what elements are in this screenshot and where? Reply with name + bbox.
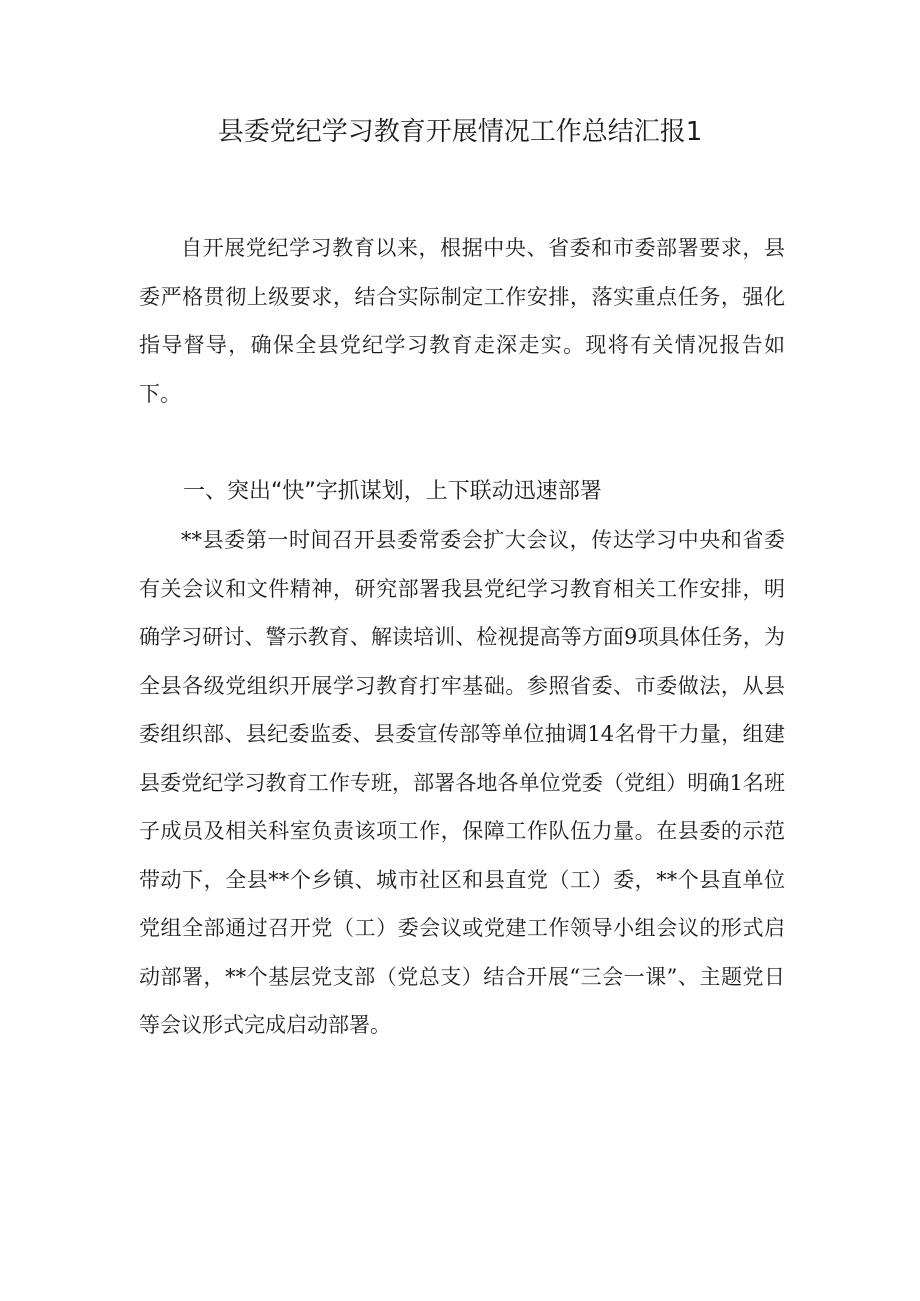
intro-paragraph: 自开展党纪学习教育以来，根据中央、省委和市委部署要求，县委严格贯彻上级要求，结合实际制定工作安排，落实重点任务，强化指导督导，确保全县党纪学习教育走深走实。现将有关情况报告如下。 [139,236,785,406]
section-1-body: **县委第一时间召开县委常委会扩大会议，传达学习中央和省委有关会议和文件精神，研究部署我县党纪学习教育相关工作安排，明确学习研讨、警示教育、解读培训、检视提高等方面9项具体任务，为全县各级党组织开展学习教育打牢基础。参照省委、市委做法，从县委组织部、县纪委监委、县委宣传部等单位抽调14名骨干力量，组建县委党纪学习教育工作专班，部署各地各单位党委（党组）明确1名班子成员及相关科室负责该项工作，保障工作队伍力量。在县委的示范带动下，全县**个乡镇、城市社区和县直党（工）委，**个县直单位党组全部通过召开党（工）委会议或党建工作领导小组会议的形式启动部署，**个基层党支部（党总支）结合开展“三会一课”、主题党日等会议形式完成启动部署。 [139,528,785,1037]
document-title: 县委党纪学习教育开展情况工作总结汇报1 [217,117,703,147]
section-1-heading: 一、突出“快”字抓谋划，上下联动迅速部署 [183,479,602,504]
